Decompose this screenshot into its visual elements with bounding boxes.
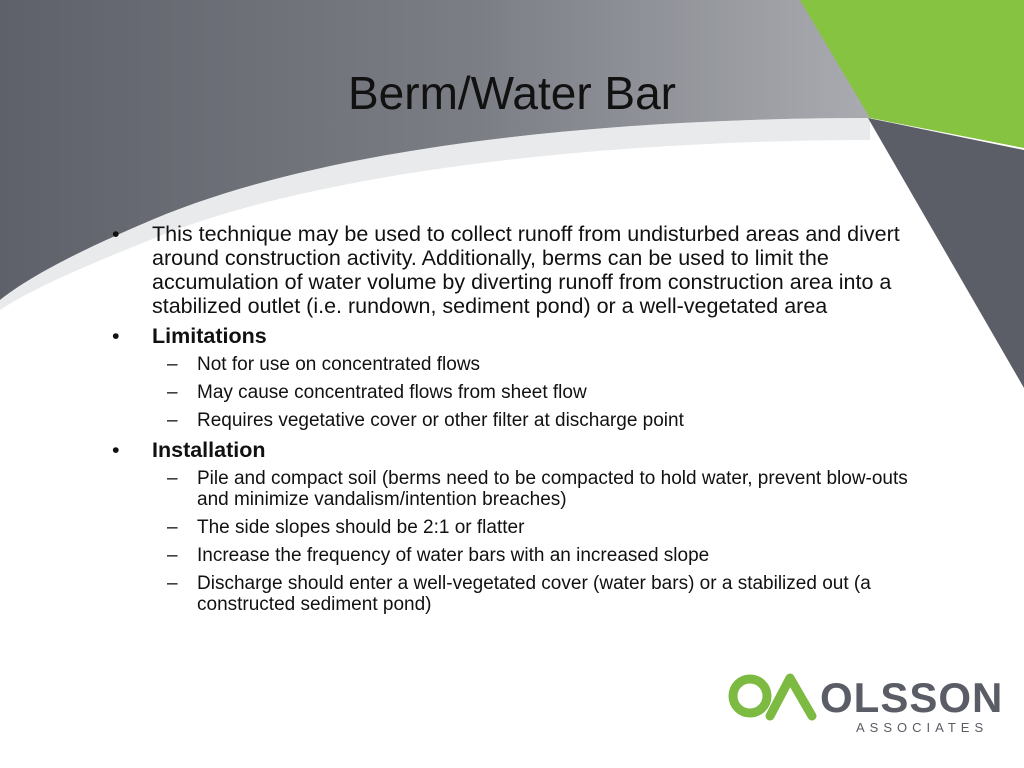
bullet-heading: Limitations [152,324,267,348]
olsson-mark-icon [726,668,820,724]
sub-bullet [112,573,912,615]
bullet-dot: • [112,324,120,348]
sub-bullet [112,410,912,431]
logo-subtitle: ASSOCIATES [856,720,989,735]
bullet-installation [112,438,912,462]
bullet-intro [112,222,912,318]
bullet-dot: • [112,222,120,246]
sub-bullet-text: Pile and compact soil (berms need to be compacted to hold water, prevent blow-outs and minimize vandalism/intention breaches) [197,468,908,510]
sub-bullet [112,468,912,510]
dash-marker: – [167,468,178,489]
sub-bullet-text: Increase the frequency of water bars with an increased slope [197,545,710,566]
bullet-heading: Installation [152,438,266,462]
bullet-list [112,222,912,622]
dash-marker: – [167,410,178,431]
dash-marker: – [167,354,178,375]
slide-title: Berm/Water Bar [347,67,677,119]
bullet-text: This technique may be used to collect runoff from undisturbed areas and divert around construction activity. Additionally, berms can be used to limit the accumulation of water volume by diverting runoff from construction area into a stabilized outlet (i.e. rundown, sediment pond) or a well-vegetated area [152,222,900,318]
dash-marker: – [167,517,178,538]
sub-bullet-text: Not for use on concentrated flows [197,354,481,375]
sub-bullet [112,545,912,566]
dash-marker: – [167,382,178,403]
sub-bullet-text: Discharge should enter a well-vegetated cover (water bars) or a stabilized out (a constructed sediment pond) [197,573,871,615]
bullet-limitations [112,324,912,348]
logo-name: OLSSON [820,674,1004,721]
sub-bullet-text: Requires vegetative cover or other filter at discharge point [197,410,684,431]
dash-marker: – [167,573,178,594]
dash-marker: – [167,545,178,566]
sub-bullet [112,517,912,538]
sub-bullet [112,382,912,403]
bullet-dot: • [112,438,120,462]
sub-bullet [112,354,912,375]
sub-bullet-text: May cause concentrated flows from sheet flow [197,382,587,403]
sub-bullet-text: The side slopes should be 2:1 or flatter [197,517,525,538]
olsson-logo [726,662,1016,742]
